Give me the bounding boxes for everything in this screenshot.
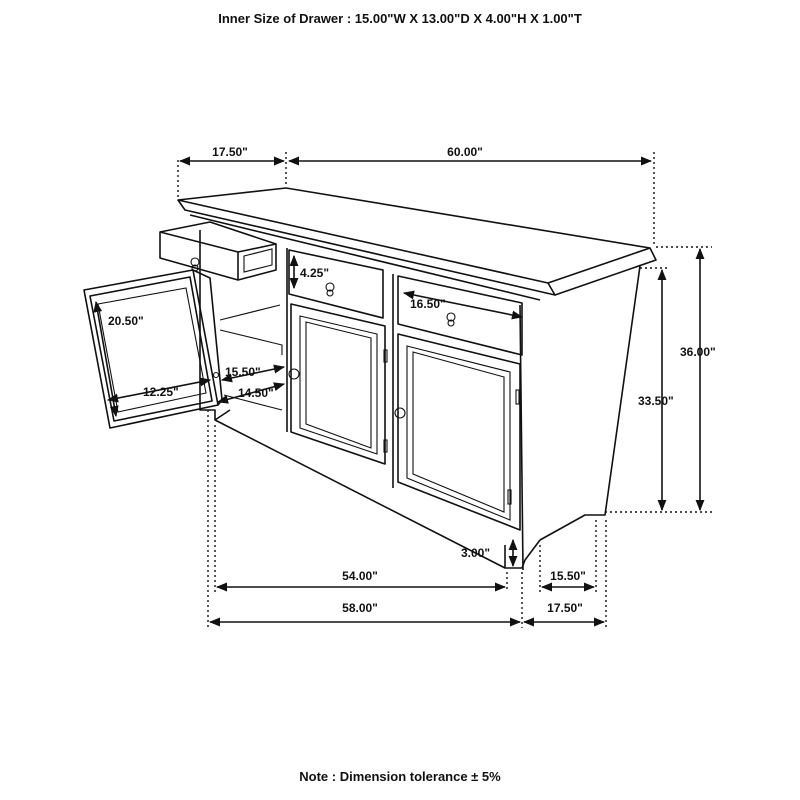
dim-base-depth: 17.50" xyxy=(547,601,583,615)
dim-shelf-depth: 15.50" xyxy=(225,365,261,379)
dim-door-width: 12.25" xyxy=(143,385,179,399)
dim-drawer-width: 16.50" xyxy=(410,297,446,311)
tolerance-note: Note : Dimension tolerance ± 5% xyxy=(299,769,501,784)
right-drawer xyxy=(398,276,522,355)
dim-leg-height: 3.00" xyxy=(461,546,491,560)
cabinet-outline xyxy=(178,188,656,570)
dim-shelf-width: 14.50" xyxy=(238,386,274,400)
dim-door-height: 20.50" xyxy=(108,314,144,328)
dim-body-height: 33.50" xyxy=(638,394,674,408)
dim-total-height: 36.00" xyxy=(680,345,716,359)
open-drawer xyxy=(160,222,276,280)
middle-door xyxy=(289,304,387,464)
dim-depth-top: 17.50" xyxy=(212,145,248,159)
dim-leg-depth: 15.50" xyxy=(550,569,586,583)
drawer-inner-size-title: Inner Size of Drawer : 15.00"W X 13.00"D X 4.00"H X 1.00"T xyxy=(218,11,582,26)
dim-drawer-height: 4.25" xyxy=(300,266,330,280)
dim-inner-width: 54.00" xyxy=(342,569,378,583)
middle-drawer xyxy=(289,250,383,318)
dim-base-width: 58.00" xyxy=(342,601,378,615)
dim-width-top: 60.00" xyxy=(447,145,483,159)
right-door xyxy=(395,334,520,530)
